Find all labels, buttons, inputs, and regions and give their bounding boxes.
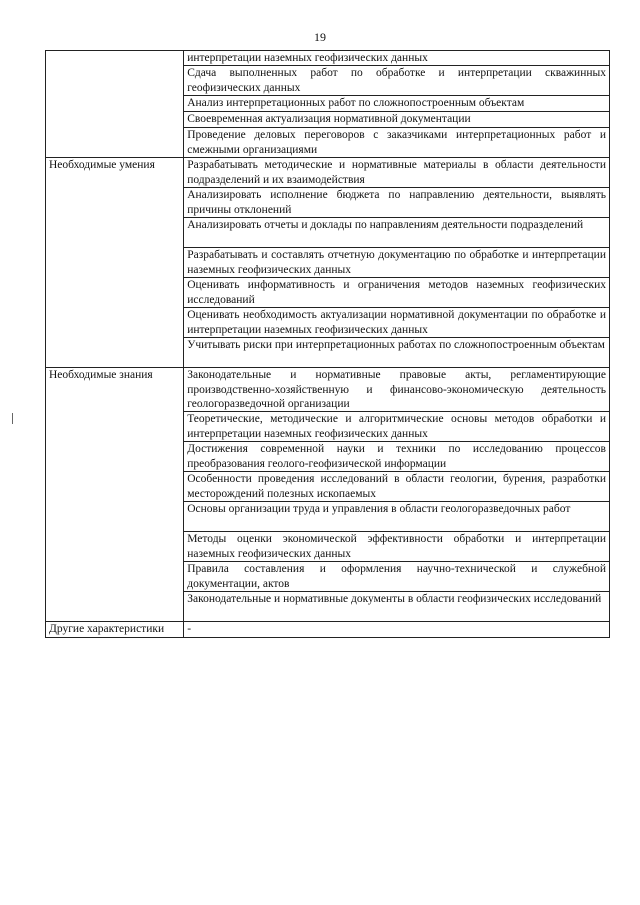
section-item: Теоретические, методические и алгоритмические основы методов обработки и интерпретации наземных геофизических данных <box>184 412 610 442</box>
section-item: Разрабатывать методические и нормативные материалы в области деятельности подразделений и их взаимодействия <box>184 158 610 188</box>
section-item: Оценивать необходимость актуализации нормативной документации по обработке и интерпретации наземных геофизических данных <box>184 308 610 338</box>
section-item: Оценивать информативность и ограничения методов наземных геофизических исследований <box>184 278 610 308</box>
section-label: Другие характеристики <box>46 622 184 637</box>
section-item: Законодательные и нормативные документы в области геофизических исследований <box>184 592 610 622</box>
section-item: - <box>184 622 610 637</box>
section-item: Особенности проведения исследований в области геологии, бурения, разработки месторождений полезных ископаемых <box>184 472 610 502</box>
section-item: Своевременная актуализация нормативной документации <box>184 112 610 128</box>
competency-table <box>45 50 610 638</box>
table-row <box>46 368 610 412</box>
section-item: Методы оценки экономической эффективности обработки и интерпретации наземных геофизических данных <box>184 532 610 562</box>
section-item: Анализировать отчеты и доклады по направлениям деятельности подразделений <box>184 218 610 248</box>
table-row <box>46 622 610 637</box>
section-item: Учитывать риски при интерпретационных работах по сложнопостроенным объектам <box>184 338 610 368</box>
scan-artifact-mark <box>12 413 13 424</box>
section-label: Необходимые знания <box>46 368 184 622</box>
section-item: Достижения современной науки и техники по исследованию процессов преобразования геолого-геофизической информации <box>184 442 610 472</box>
page-number: 19 <box>314 30 326 44</box>
section-item: Правила составления и оформления научно-технической и служебной документации, актов <box>184 562 610 592</box>
section-item: интерпретации наземных геофизических данных <box>184 51 610 66</box>
section-item: Основы организации труда и управления в области геологоразведочных работ <box>184 502 610 532</box>
section-item: Анализ интерпретационных работ по сложнопостроенным объектам <box>184 96 610 112</box>
competency-table-body <box>46 51 610 638</box>
section-item: Анализировать исполнение бюджета по направлению деятельности, выявлять причины отклонений <box>184 188 610 218</box>
section-item: Сдача выполненных работ по обработке и интерпретации скважинных геофизических данных <box>184 66 610 96</box>
section-item: Законодательные и нормативные правовые акты, регламентирующие производственно-хозяйственную и финансово-экономическую деятельность геологоразведочной организации <box>184 368 610 412</box>
section-label <box>46 51 184 158</box>
table-row <box>46 51 610 66</box>
section-item: Проведение деловых переговоров с заказчиками интерпретационных работ и смежными организациями <box>184 128 610 158</box>
section-label: Необходимые умения <box>46 158 184 368</box>
table-row <box>46 158 610 188</box>
section-item: Разрабатывать и составлять отчетную документацию по обработке и интерпретации наземных геофизических данных <box>184 248 610 278</box>
